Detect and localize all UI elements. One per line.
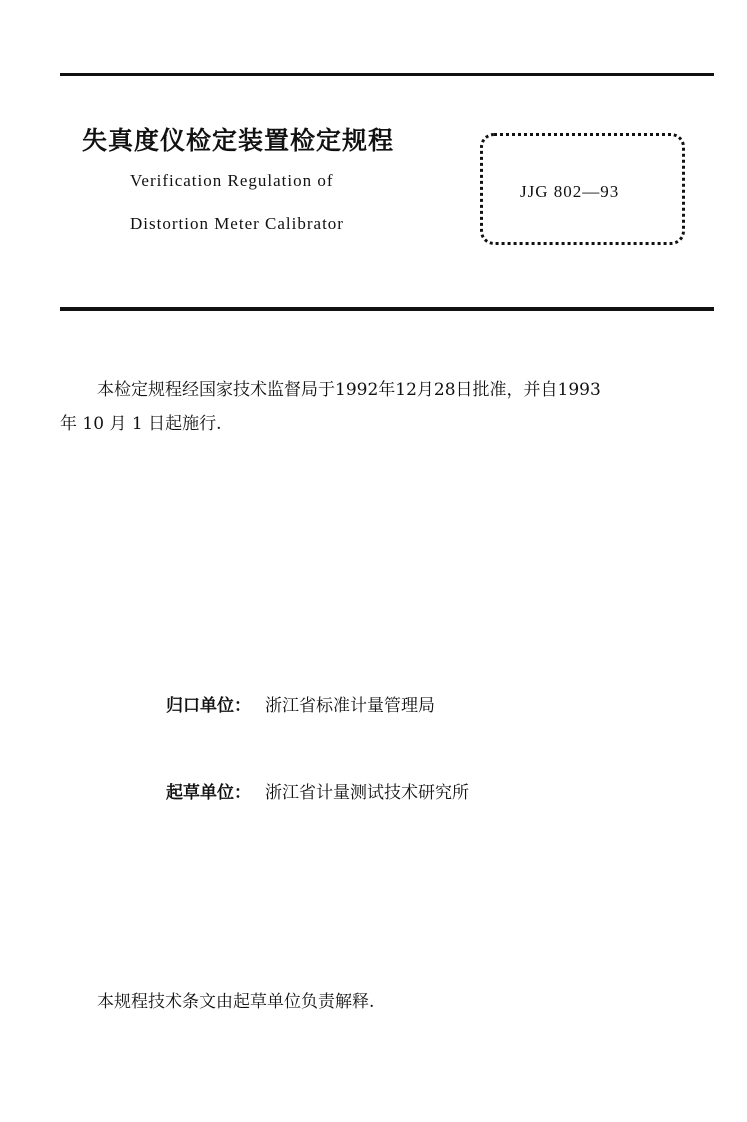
approval-statement-line-2: 年 10 月 1 日起施行. — [60, 414, 222, 434]
standard-code: JJG 802—93 — [520, 182, 620, 201]
responsible-unit-label: 归口单位： — [166, 696, 251, 716]
approval-statement-line-1: 本检定规程经国家技术监督局于1992年12月28日批准，并自1993 — [97, 380, 601, 400]
responsible-unit-value: 浙江省标准计量管理局 — [265, 696, 435, 716]
document-title-chinese: 失真度仪检定装置检定规程 — [82, 126, 395, 155]
drafting-unit-row — [166, 778, 469, 803]
interpretation-note: 本规程技术条文由起草单位负责解释. — [97, 992, 375, 1012]
bottom-rule — [60, 307, 714, 311]
drafting-unit-value: 浙江省计量测试技术研究所 — [265, 783, 469, 803]
responsible-unit-row — [166, 691, 435, 716]
document-title-english-line-2: Distortion Meter Calibrator — [130, 214, 344, 233]
top-rule — [60, 73, 714, 76]
document-title-english-line-1: Verification Regulation of — [130, 171, 334, 190]
drafting-unit-label: 起草单位： — [166, 783, 251, 803]
